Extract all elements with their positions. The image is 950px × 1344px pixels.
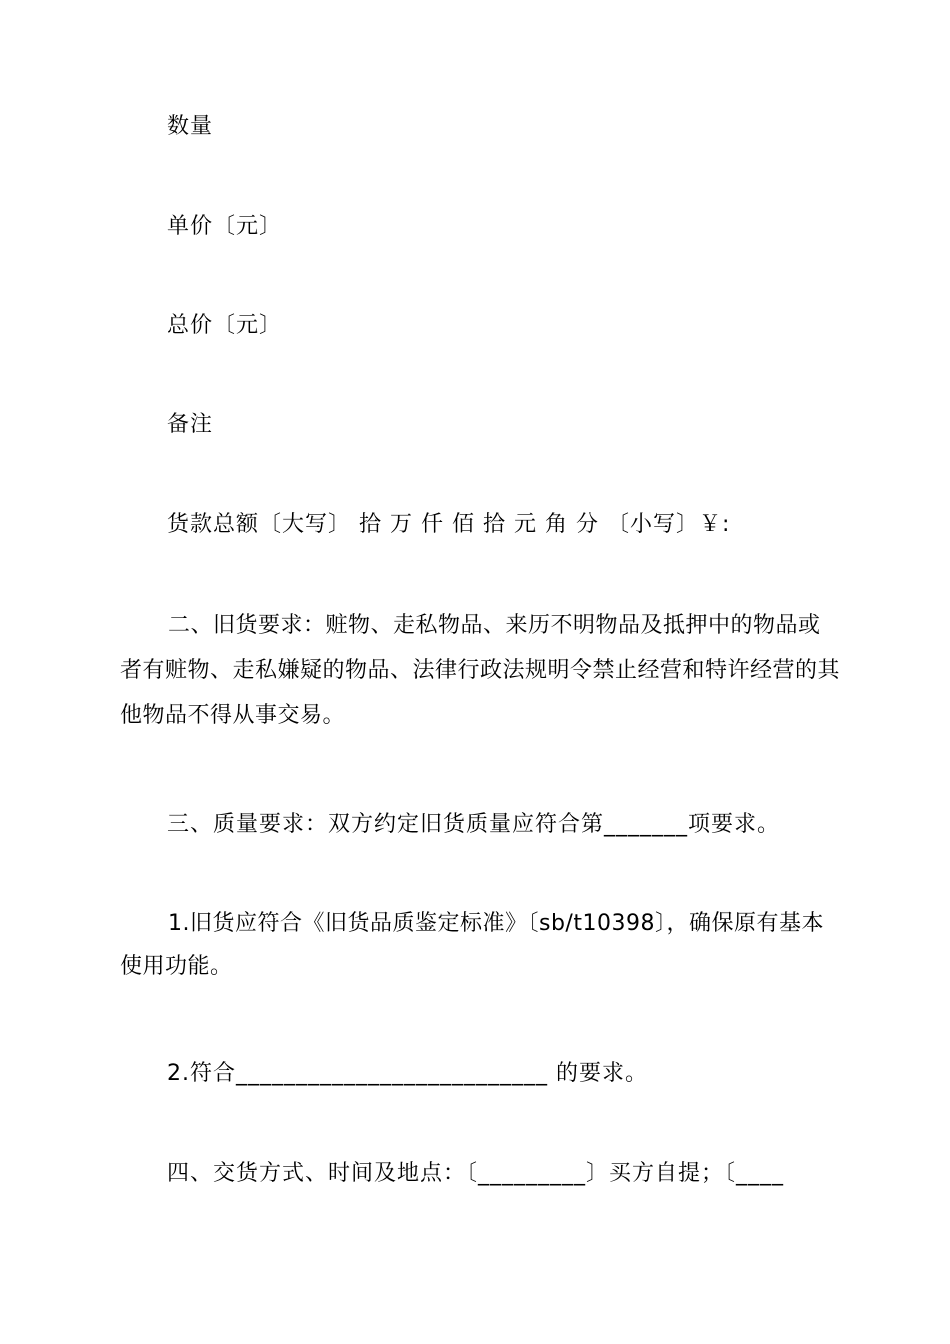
secondhand-goods-requirements: 二、旧货要求：赃物、走私物品、来历不明物品及抵押中的物品或者有赃物、走私嫌疑的物品、法律行政法规明令禁止经营和特许经营的其他物品不得从事交易。 <box>120 613 841 728</box>
quality-standard-paragraph: 1.旧货应符合《旧货品质鉴定标准》〔sb/t10398〕，确保原有基本使用功能。 <box>120 911 824 979</box>
total-amount-line: 货款总额〔大写〕 拾 万 仟 佰 拾 元 角 分 〔小写〕￥: <box>167 512 731 537</box>
quality-requirements-line: 三、质量要求：双方约定旧货质量应符合第_______项要求。 <box>167 812 781 837</box>
quantity-label: 数量 <box>167 114 214 139</box>
unit-price-label: 单价〔元〕 <box>167 214 283 239</box>
delivery-method-line: 四、交货方式、时间及地点：〔_________〕买方自提；〔____ <box>167 1161 785 1186</box>
remarks-label: 备注 <box>167 412 214 437</box>
other-requirements-line: 2.符合__________________________ 的要求。 <box>167 1061 648 1086</box>
total-price-label: 总价〔元〕 <box>167 313 283 338</box>
